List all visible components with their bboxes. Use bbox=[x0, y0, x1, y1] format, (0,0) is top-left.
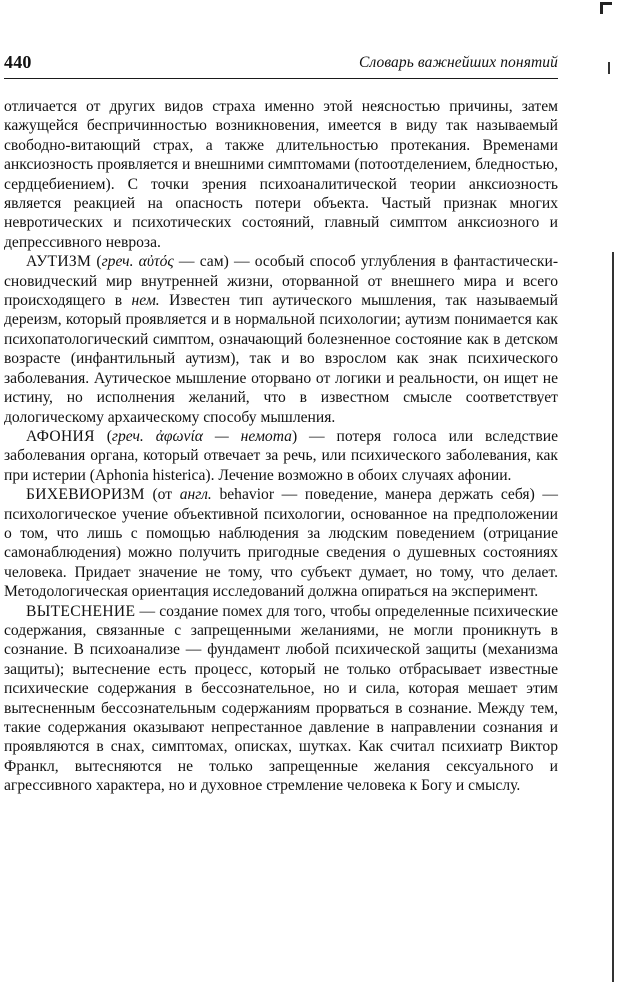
crop-mark bbox=[600, 2, 612, 14]
etymology-note: греч. ἀφωνία — немота bbox=[111, 427, 292, 445]
dictionary-text bbox=[4, 97, 558, 796]
etymology-open: (от bbox=[144, 486, 180, 504]
entry-behaviorism bbox=[4, 485, 558, 601]
entry-definition-rest: Известен тип аутического мышления, так называемый дереизм, который проявляется и в нормальной психологии; аутизм понимается как психопатологический симптом, означающий болезненное состояние как в детском возрасте (инфантильный аутизм), так и во взрослом как знак психического заболевания. Аутическое мышление оторвано от логики и реальности, он ищет не истину, но исполнения желаний, что в известном смысле соответствует дологическому архаическому способу мышления. bbox=[4, 292, 558, 426]
entry-definition: behavior — поведение, манера держать себя) — психологическое учение объективной психологии, основанное на предположении о том, что лишь с помощью наблюдения за людским поведением (отрицание самонаблюдения) можно получить пригодные сведения о душевных состояниях человека. Придает значение не тому, что субъект думает, но тому, что делает. Методологическая ориентация исследований должна опираться на эксперимент. bbox=[4, 486, 558, 601]
page-edge-mark bbox=[608, 62, 610, 74]
entry-term: ВЫТЕСНЕНИЕ bbox=[26, 602, 136, 620]
entry-term: АФОНИЯ bbox=[26, 427, 95, 445]
entry-continuation bbox=[4, 97, 558, 252]
page-edge-line bbox=[612, 252, 614, 982]
etymology-note: англ. bbox=[179, 486, 212, 504]
entry-term: БИХЕВИОРИЗМ bbox=[26, 486, 145, 504]
paragraph-text: отличается от других видов страха именно этой неясностью причины, затем кажущейся беспричинностью возникновения, имеется в виду так называемый свободно-витающий страх, а также длительностью протекания. Временами анксиозность проявляется и внешними симптомами (потоотделением, бледностью, сердцебиением). С точки зрения психоаналитической теории анксиозность является реакцией на опасность потери объекта. Частый признак многих невротических и психотических состояний, главный симптом анксиозного и депрессивного невроза. bbox=[4, 98, 558, 251]
entry-definition: — создание помех для того, чтобы определенные психические содержания, связанные с запрещенными желаниями, не могли проникнуть в сознание. В психоанализе — фундамент любой психической защиты (механизма защиты); вытеснение есть процесс, который не только отбрасывает известные психические содержания в бессознательное, но и сила, которая мешает этим вытесненным бессознательным содержаниям прорваться в сознание. Между тем, такие содержания оказывают непрестанное давление в направлении сознания и проявляются в снах, симптомах, описках, шутках. Как считал психиатр Виктор Франкл, вытесняются не только запрещенные желания сексуального и агрессивного характера, но и духовное стремление человека к Богу и смыслу. bbox=[4, 602, 558, 795]
entry-autism bbox=[4, 252, 558, 427]
page-number: 440 bbox=[4, 52, 32, 72]
etymology-open: ( bbox=[91, 253, 102, 271]
running-title: Словарь важнейших понятий bbox=[359, 54, 558, 71]
entry-term: АУТИЗМ bbox=[26, 253, 92, 271]
running-header bbox=[4, 48, 558, 79]
entry-repression bbox=[4, 602, 558, 796]
entry-definition: ) — потеря голоса или вследствие заболевания органа, который отвечает за речь, или психического заболевания, как при истерии (Aphonia histerica). Лечение возможно в обоих случаях афонии. bbox=[4, 427, 558, 484]
entry-aphonia bbox=[4, 427, 558, 485]
entry-definition: — сам) — особый способ углубления в фантастически-сновидческий мир внутренней жизни, оторванной от внешнего мира и всего происходящего в bbox=[4, 253, 559, 310]
emphasized-word: нем. bbox=[131, 292, 160, 310]
etymology-note: греч. αὐτός bbox=[101, 253, 174, 271]
etymology-open: ( bbox=[94, 427, 112, 445]
